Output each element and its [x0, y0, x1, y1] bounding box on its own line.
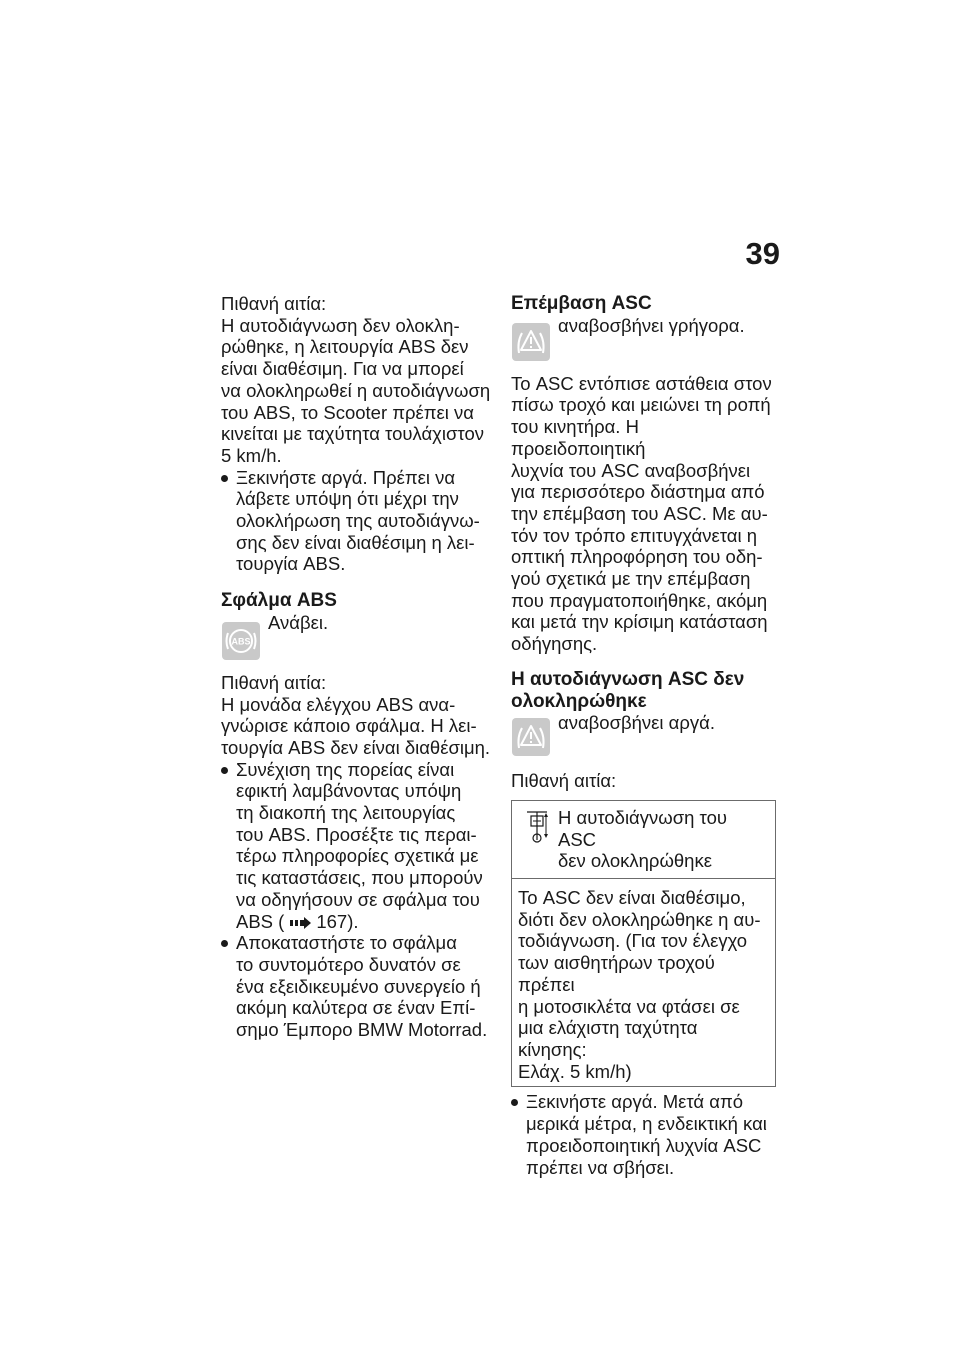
text-line: προειδοποιητική λυχνία ASC — [526, 1134, 762, 1156]
cause-text — [221, 694, 495, 759]
lamp-status: αναβοσβήνει γρήγορα. — [558, 314, 745, 336]
cause-text — [221, 315, 495, 467]
lamp-status: Ανάβει. — [268, 611, 329, 633]
ref-prefix: ABS ( — [236, 910, 285, 932]
bullet-item — [221, 467, 495, 576]
info-box-header — [512, 801, 775, 879]
bullet-dot — [221, 767, 228, 774]
heading-line: ολοκληρώθηκε — [511, 690, 647, 712]
asc-warning-lamp-icon — [512, 718, 550, 756]
text-line: δεν ολοκληρώθηκε — [558, 850, 712, 872]
lamp-row — [221, 612, 495, 660]
text-line: λάβετε υπόψη ότι μέχρι την — [236, 488, 459, 510]
text-line: Ξεκινήστε αργά. Πρέπει να — [236, 466, 456, 488]
text-line: πρέπει να σβήσει. — [526, 1156, 675, 1178]
bullet-dot — [221, 475, 228, 482]
text-line: ρώθηκε, η λειτουργία ABS δεν — [221, 336, 469, 358]
text-line: το συντομότερο δυνατόν σε — [236, 953, 461, 975]
text-line: Ελάχ. 5 km/h) — [518, 1060, 632, 1082]
text-line: λυχνία του ASC αναβοσβήνει — [511, 459, 751, 481]
text-line: τουργία ABS δεν είναι διαθέσιμη. — [221, 736, 491, 758]
info-box-body — [512, 879, 775, 1086]
text-line: σημο Έμπορο BMW Motorrad. — [236, 1019, 488, 1041]
section-text — [511, 373, 776, 655]
text-line: τις καταστάσεις, που μπορούν — [236, 867, 483, 889]
bullet-item — [221, 759, 495, 933]
text-line: την επέμβαση του ASC. Με αυ- — [511, 502, 768, 524]
text-line: ένα εξειδικευμένο συνεργείο ή — [236, 975, 481, 997]
bullet-item — [511, 1091, 776, 1178]
text-line: Το ASC δεν είναι διαθέσιμο, — [518, 887, 746, 909]
info-box — [511, 800, 776, 1087]
text-line: Ξεκινήστε αργά. Μετά από — [526, 1091, 744, 1113]
text-line: τη διακοπή της λειτουργίας — [236, 802, 456, 824]
asc-warning-lamp-icon — [512, 323, 550, 361]
text-line: που πραγματοποιήθηκε, ακόμη — [511, 589, 768, 611]
text-line: τόν τον τρόπο επιτυγχάνεται η — [511, 524, 757, 546]
text-line: Η μονάδα ελέγχου ABS ανα- — [221, 693, 456, 715]
text-line: τέρω πληροφορίες σχετικά με — [236, 845, 479, 867]
text-line: να ολοκληρωθεί η αυτοδιάγνωση — [221, 379, 491, 401]
bullet-dot — [511, 1099, 518, 1106]
svg-text:ABS: ABS — [231, 636, 251, 647]
text-line: εφικτή λαμβάνοντας υπόψη — [236, 780, 462, 802]
cause-label: Πιθανή αιτία: — [221, 293, 327, 314]
text-line: Η αυτοδιάγνωση δεν ολοκλη- — [221, 314, 460, 336]
heading-line: Η αυτοδιάγνωση ASC δεν — [511, 668, 745, 690]
measurement-icon — [526, 810, 550, 844]
text-line: πίσω τροχό και μειώνει τη ροπή — [511, 394, 771, 416]
text-line: μια ελάχιστη ταχύτητα κίνησης: — [518, 1017, 698, 1060]
text-line: για περισσότερο διάστημα από — [511, 481, 765, 503]
abs-warning-lamp-icon — [222, 622, 260, 660]
text-line: και μετά την κρίσιμη κατάσταση — [511, 611, 768, 633]
text-line: γνώρισε κάποιο σφάλμα. Η λει- — [221, 715, 477, 737]
lamp-status: αναβοσβήνει αργά. — [558, 712, 715, 734]
right-column — [511, 293, 776, 1178]
text-line: ακόμη καλύτερα σε έναν Επί- — [236, 997, 476, 1019]
text-line: Αποκαταστήστε το σφάλμα — [236, 932, 457, 954]
text-line: να οδηγήσουν σε σφάλμα του — [236, 888, 480, 910]
text-line: 5 km/h. — [221, 444, 282, 466]
text-line: είναι διαθέσιμη. Για να μπορεί — [221, 358, 464, 380]
text-line: τοδιάγνωση. (Για τον έλεγχο — [518, 930, 748, 952]
text-line: Συνέχιση της πορείας είναι — [236, 758, 455, 780]
text-line: Η αυτοδιάγνωση του ASC — [558, 806, 727, 850]
ref-page: 167). — [316, 910, 359, 932]
text-line: των αισθητήρων τροχού πρέπει — [518, 952, 715, 995]
text-line: οδήγησης. — [511, 633, 598, 655]
text-line: σης δεν είναι διαθέσιμη η λει- — [236, 531, 475, 553]
text-line: κινείται με ταχύτητα τουλάχιστον — [221, 423, 484, 445]
cause-label: Πιθανή αιτία: — [221, 671, 327, 693]
text-line: η μοτοσικλέτα να φτάσει σε — [518, 995, 740, 1017]
text-line: Το ASC εντόπισε αστάθεια στον — [511, 372, 772, 394]
section-heading-asc-selfdiag — [511, 669, 776, 712]
text-line: οπτική πληροφόρηση του οδη- — [511, 546, 763, 568]
page-reference-arrow-icon — [290, 917, 312, 929]
page-reference[interactable] — [236, 911, 495, 933]
cause-label: Πιθανή αιτία: — [511, 770, 617, 792]
text-line: τουργία ABS. — [236, 553, 346, 575]
section-heading-asc-intervention: Επέμβαση ASC — [511, 293, 652, 314]
text-line: του κινητήρα. Η προειδοποιητική — [511, 416, 646, 459]
lamp-row — [511, 712, 776, 758]
page-number: 39 — [745, 236, 780, 271]
bullet-item — [221, 932, 495, 1041]
lamp-row — [511, 315, 776, 363]
section-heading-abs-error: Σφάλμα ABS — [221, 590, 337, 612]
text-line: διότι δεν ολοκληρώθηκε η αυ- — [518, 908, 761, 930]
text-line: του ABS. Προσέξτε τις περαι- — [236, 823, 477, 845]
text-line: μερικά μέτρα, η ενδεικτική και — [526, 1113, 767, 1135]
left-column — [221, 293, 495, 1041]
text-line: ολοκλήρωση της αυτοδιάγνω- — [236, 510, 480, 532]
bullet-dot — [221, 940, 228, 947]
text-line: του ABS, το Scooter πρέπει να — [221, 401, 475, 423]
text-line: γού σχετικά με την επέμβαση — [511, 568, 751, 590]
